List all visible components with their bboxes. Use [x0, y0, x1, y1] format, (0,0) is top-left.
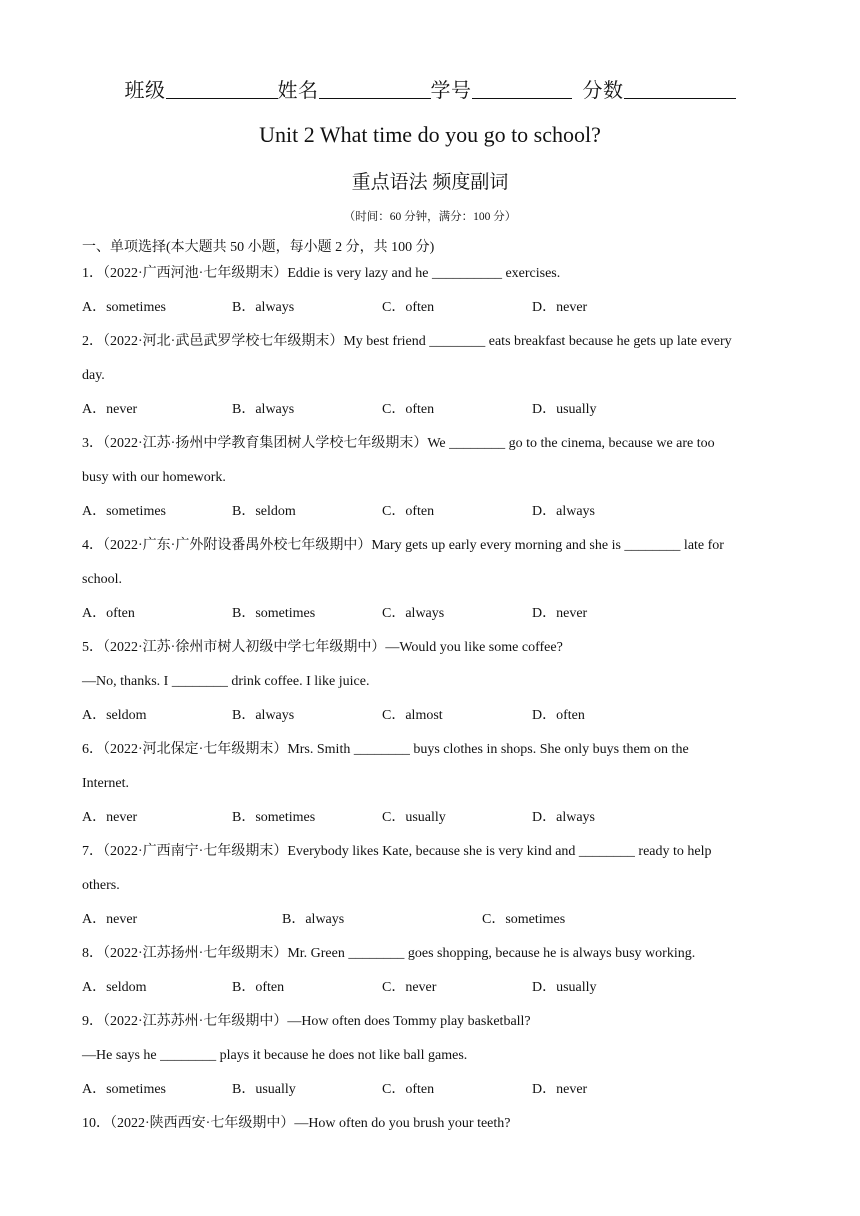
answer-options [82, 801, 782, 835]
question-stem-continued: others. [82, 878, 120, 893]
answer-option: D．usually [532, 402, 597, 417]
answer-option: C．often [382, 1082, 435, 1097]
answer-option: C．almost [382, 708, 443, 723]
question-item [82, 1107, 782, 1141]
question-stem-continued: —No, thanks. I ________ drink coffee. I like juice. [82, 674, 370, 689]
answer-option: B．always [282, 912, 345, 927]
question-item [82, 631, 782, 733]
answer-option: A．seldom [82, 708, 147, 723]
question-item [82, 733, 782, 835]
question-stem-continued: Internet. [82, 776, 130, 791]
question-item [82, 427, 782, 529]
answer-option: A．seldom [82, 980, 147, 995]
question-stem-continued: day. [82, 368, 105, 383]
answer-option: D．always [532, 810, 595, 825]
answer-options [82, 291, 782, 325]
answer-option: C．sometimes [482, 912, 566, 927]
question-stem: 1．（2022·广西河池·七年级期末）Eddie is very lazy and he __________ exercises. [82, 266, 561, 281]
question-stem: 3．（2022·江苏·扬州中学教育集团树人学校七年级期末）We ________ go to the cinema, because we are too [82, 436, 715, 451]
question-item [82, 835, 782, 937]
section-heading: 一、单项选择(本大题共 50 小题，每小题 2 分，共 100 分) [82, 240, 435, 255]
name-label: 姓名 [277, 80, 319, 102]
answer-option: C．usually [382, 810, 446, 825]
answer-option: B．sometimes [232, 606, 316, 621]
answer-options [82, 393, 782, 427]
name-blank [319, 80, 431, 99]
answer-option: B．always [232, 300, 295, 315]
answer-option: B．seldom [232, 504, 296, 519]
answer-option: C．often [382, 504, 435, 519]
answer-option: A．never [82, 912, 138, 927]
answer-options [82, 971, 782, 1005]
question-stem: 2．（2022·河北·武邑武罗学校七年级期末）My best friend ________ eats breakfast because he gets up late every [82, 334, 732, 349]
answer-option: C．always [382, 606, 445, 621]
answer-option: D．usually [532, 980, 597, 995]
question-stem-continued: —He says he ________ plays it because he does not like ball games. [82, 1048, 468, 1063]
answer-option: D．always [532, 504, 595, 519]
answer-option: C．never [382, 980, 437, 995]
class-label: 班级 [124, 80, 166, 102]
question-stem: 9．（2022·江苏苏州·七年级期中）—How often does Tommy play basketball? [82, 1014, 531, 1029]
question-stem: 10．（2022·陕西西安·七年级期中）—How often do you brush your teeth? [82, 1116, 511, 1131]
question-stem-continued: school. [82, 572, 123, 587]
question-stem: 5．（2022·江苏·徐州市树人初级中学七年级期中）—Would you like some coffee? [82, 640, 563, 655]
answer-option: B．often [232, 980, 285, 995]
answer-option: A．sometimes [82, 300, 166, 315]
answer-option: D．never [532, 606, 588, 621]
answer-option: A．often [82, 606, 135, 621]
answer-option: A．never [82, 402, 138, 417]
question-stem: 7．（2022·广西南宁·七年级期末）Everybody likes Kate, because she is very kind and ________ ready to help [82, 844, 712, 859]
answer-options [82, 903, 782, 937]
answer-option: A．never [82, 810, 138, 825]
question-item [82, 937, 782, 1005]
question-item [82, 529, 782, 631]
id-blank [472, 80, 572, 99]
id-label: 学号 [430, 80, 472, 102]
answer-option: B．sometimes [232, 810, 316, 825]
answer-option: C．often [382, 402, 435, 417]
question-stem: 4．（2022·广东·广外附设番禺外校七年级期中）Mary gets up early every morning and she is ________ late for [82, 538, 724, 553]
exam-meta: （时间：60 分钟，满分：100 分） [343, 211, 517, 223]
score-label: 分数 [582, 80, 624, 102]
question-item [82, 257, 782, 325]
answer-option: C．often [382, 300, 435, 315]
question-stem: 8．（2022·江苏扬州·七年级期末）Mr. Green ________ goes shopping, because he is always busy working. [82, 946, 696, 961]
answer-option: B．always [232, 402, 295, 417]
answer-options [82, 1073, 782, 1107]
question-item [82, 325, 782, 427]
answer-option: A．sometimes [82, 504, 166, 519]
score-blank [624, 80, 736, 99]
answer-options [82, 699, 782, 733]
answer-options [82, 495, 782, 529]
answer-option: D．never [532, 300, 588, 315]
page-title: Unit 2 What time do you go to school? [259, 122, 601, 147]
student-info-header [0, 74, 860, 103]
answer-option: D．often [532, 708, 585, 723]
question-item [82, 1005, 782, 1107]
page-subtitle: 重点语法 频度副词 [351, 172, 509, 193]
answer-options [82, 597, 782, 631]
answer-option: B．always [232, 708, 295, 723]
answer-option: A．sometimes [82, 1082, 166, 1097]
question-stem-continued: busy with our homework. [82, 470, 226, 485]
answer-option: D．never [532, 1082, 588, 1097]
class-blank [166, 80, 278, 99]
answer-option: B．usually [232, 1082, 296, 1097]
question-stem: 6．（2022·河北保定·七年级期末）Mrs. Smith ________ buys clothes in shops. She only buys them on the [82, 742, 689, 757]
